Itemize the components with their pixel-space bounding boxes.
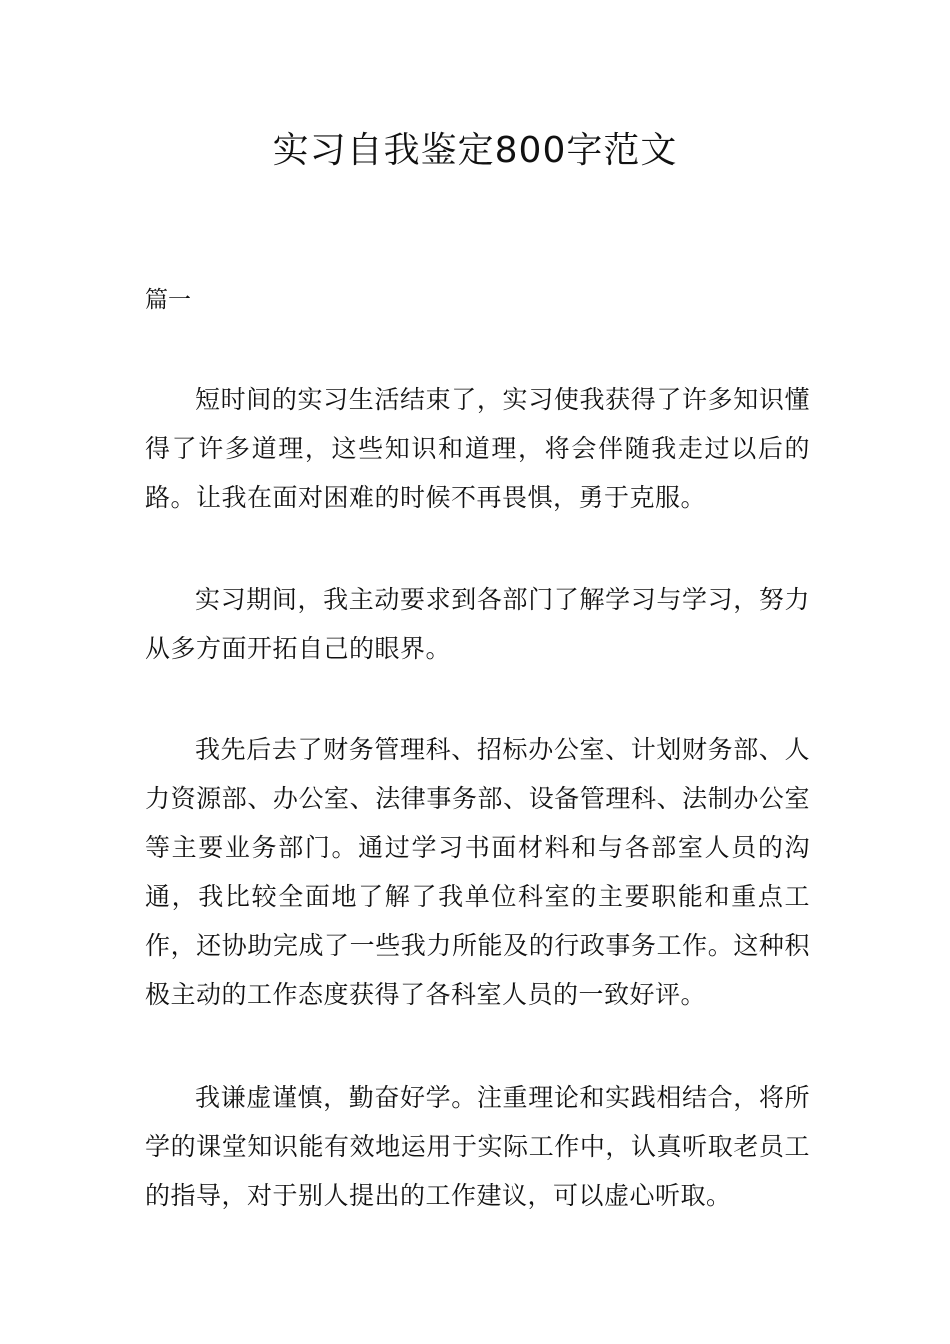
paragraph-2: 实习期间，我主动要求到各部门了解学习与学习，努力从多方面开拓自己的眼界。 bbox=[145, 585, 810, 663]
section-label: 篇一 bbox=[145, 287, 191, 313]
paragraph-4: 我谦虚谨慎，勤奋好学。注重理论和实践相结合，将所学的课堂知识能有效地运用于实际工作中，认真听取老员工的指导，对于别人提出的工作建议，可以虚心听取。 bbox=[145, 1083, 810, 1210]
document-title: 实习自我鉴定800字范文 bbox=[272, 130, 678, 171]
paragraph-1: 短时间的实习生活结束了，实习使我获得了许多知识懂得了许多道理，这些知识和道理，将会伴随我走过以后的路。让我在面对困难的时候不再畏惧，勇于克服。 bbox=[145, 385, 810, 512]
paragraph-3: 我先后去了财务管理科、招标办公室、计划财务部、人力资源部、办公室、法律事务部、设备管理科、法制办公室等主要业务部门。通过学习书面材料和与各部室人员的沟通，我比较全面地了解了我单位科室的主要职能和重点工作，还协助完成了一些我力所能及的行政事务工作。这种积极主动的工作态度获得了各科室人员的一致好评。 bbox=[145, 735, 810, 1009]
